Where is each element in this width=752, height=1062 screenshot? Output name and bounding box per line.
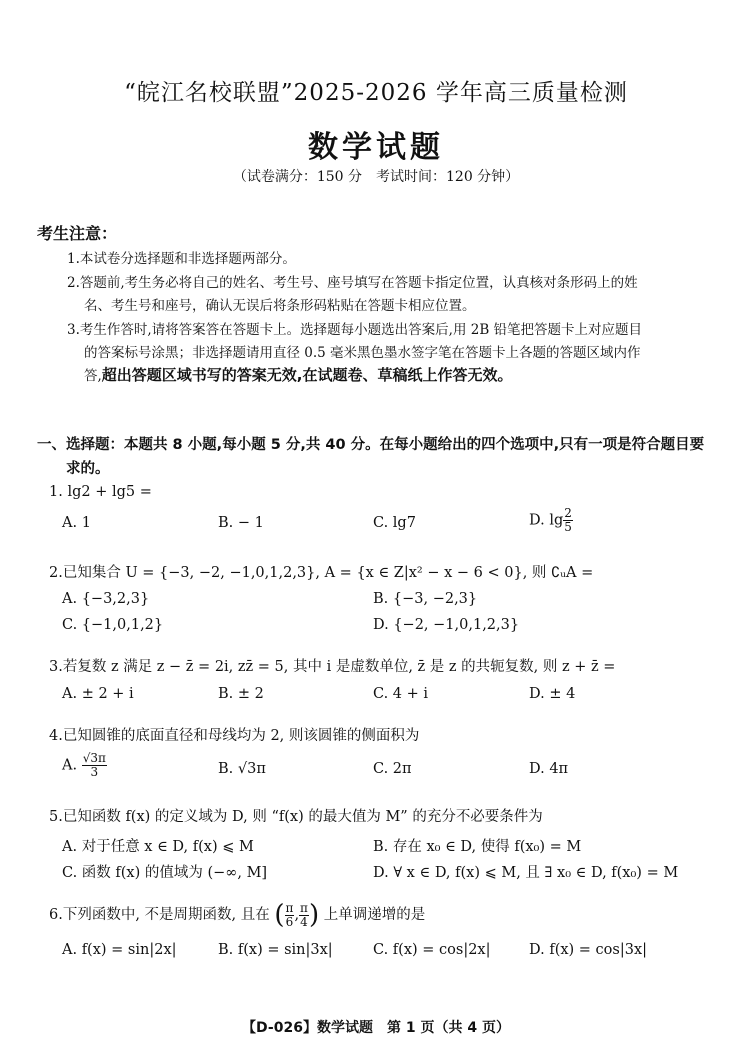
q3-option-c: C. 4 + i xyxy=(373,686,429,702)
question-3-stem: 3.若复数 z 满足 z − z̄ = 2i, zz̄ = 5, 其中 i 是虚数单位, z̄ 是 z 的共轭复数, 则 z + z̄ = xyxy=(49,659,616,675)
fraction-denominator: 3 xyxy=(90,765,99,779)
q1-option-b: B. − 1 xyxy=(218,515,264,531)
notice-title: 考生注意： xyxy=(37,224,118,243)
fraction xyxy=(285,902,295,929)
q4-option-a-prefix: A. xyxy=(62,757,78,774)
exam-header-title: “皖江名校联盟”2025-2026 学年高三质量检测 xyxy=(124,80,628,106)
q2-option-b: B. {−3, −2,3} xyxy=(373,591,478,607)
fraction-numerator: π xyxy=(285,900,294,915)
q2-option-a: A. {−3,2,3} xyxy=(62,591,150,607)
q5-option-b: B. 存在 x₀ ∈ D, 使得 f(x₀) = M xyxy=(373,839,582,855)
q4-option-b: B. √3π xyxy=(218,761,266,777)
notice-line: 的答案标号涂黑；非选择题请用直径 0.5 毫米黑色墨水签字笔在答题卡上各题的答题区域内作 xyxy=(84,345,641,361)
fraction-denominator: 5 xyxy=(564,520,572,534)
q6-option-a: A. f(x) = sin|2x| xyxy=(62,942,177,958)
q3-option-a: A. ± 2 + i xyxy=(62,686,134,702)
q3-option-d: D. ± 4 xyxy=(529,686,576,702)
fraction-denominator: 4 xyxy=(300,914,308,929)
notice-line: 2.答题前,考生务必将自己的姓名、考生号、座号填写在答题卡指定位置，认真核对条形码上的姓 xyxy=(67,275,638,291)
question-1-stem: 1. lg2 + lg5 = xyxy=(49,484,152,500)
exam-info: （试卷满分：150 分 考试时间：120 分钟） xyxy=(232,169,520,185)
question-2-stem: 2.已知集合 U = {−3, −2, −1,0,1,2,3}, A = {x ∈ Z|x² − x − 6 < 0}, 则 ∁ᵤA = xyxy=(49,565,594,581)
subject-title: 数学试题 xyxy=(308,130,444,165)
page-footer: 【D-026】数学试题 第 1 页（共 4 页） xyxy=(242,1020,510,1036)
q4-option-d: D. 4π xyxy=(529,761,569,777)
question-5-stem: 5.已知函数 f(x) 的定义域为 D, 则 “f(x) 的最大值为 M” 的充分不必要条件为 xyxy=(49,809,543,825)
q6-option-d: D. f(x) = cos|3x| xyxy=(529,942,648,958)
fraction-numerator: 2 xyxy=(564,506,572,520)
notice-line: 1.本试卷分选择题和非选择题两部分。 xyxy=(67,251,296,267)
q5-option-d: D. ∀ x ∈ D, f(x) ⩽ M, 且 ∃ x₀ ∈ D, f(x₀) = M xyxy=(373,865,679,881)
fraction xyxy=(563,507,573,534)
fraction xyxy=(299,902,309,929)
q2-option-d: D. {−2, −1,0,1,2,3} xyxy=(373,617,520,633)
notice-line xyxy=(84,364,513,385)
fraction-numerator: √3π xyxy=(82,751,106,765)
section-heading-cont: 求的。 xyxy=(66,461,110,477)
fraction-denominator: 6 xyxy=(285,914,294,929)
q6-option-c: C. f(x) = cos|2x| xyxy=(373,942,491,958)
q1-option-c: C. lg7 xyxy=(373,515,416,531)
paren-right: ) xyxy=(308,900,320,930)
notice-line: 3.考生作答时,请将答案答在答题卡上。选择题每小题选出答案后,用 2B 铅笔把答题卡上对应题目 xyxy=(67,322,643,338)
notice-text: 答, xyxy=(84,368,102,384)
fraction-numerator: π xyxy=(300,900,308,915)
q1-option-d-prefix: D. lg xyxy=(529,512,564,529)
paren-left: ( xyxy=(274,900,285,930)
question-4-stem: 4.已知圆锥的底面直径和母线均为 2, 则该圆锥的侧面积为 xyxy=(49,728,420,744)
q1-option-a: A. 1 xyxy=(62,515,91,531)
q4-option-a xyxy=(62,752,107,779)
q4-option-c: C. 2π xyxy=(373,761,412,777)
q6-option-b: B. f(x) = sin|3x| xyxy=(218,942,333,958)
q3-option-b: B. ± 2 xyxy=(218,686,264,702)
q5-option-c: C. 函数 f(x) 的值域为 (−∞, M] xyxy=(62,865,268,881)
notice-bold-text: 超出答题区域书写的答案无效,在试题卷、草稿纸上作答无效。 xyxy=(101,366,513,384)
q1-option-d xyxy=(529,507,573,534)
section-heading: 一、选择题：本题共 8 小题,每小题 5 分,共 40 分。在每小题给出的四个选项中,只有一项是符合题目要 xyxy=(37,437,705,453)
q5-option-a: A. 对于任意 x ∈ D, f(x) ⩽ M xyxy=(62,839,254,855)
question-6-stem-post: 上单调递增的是 xyxy=(323,907,426,923)
question-6-stem-pre: 6.下列函数中, 不是周期函数, 且在 xyxy=(49,907,270,923)
q2-option-c: C. {−1,0,1,2} xyxy=(62,617,164,633)
question-6-stem: 6.下列函数中, 不是周期函数, 且在 ( $\frac{\pi}{6}$ , $\frac{\pi}{4}$ ) 上单调递增的是 xyxy=(49,900,426,930)
fraction xyxy=(82,752,107,779)
notice-line: 名、考生号和座号，确认无误后将条形码粘贴在答题卡相应位置。 xyxy=(84,298,476,314)
